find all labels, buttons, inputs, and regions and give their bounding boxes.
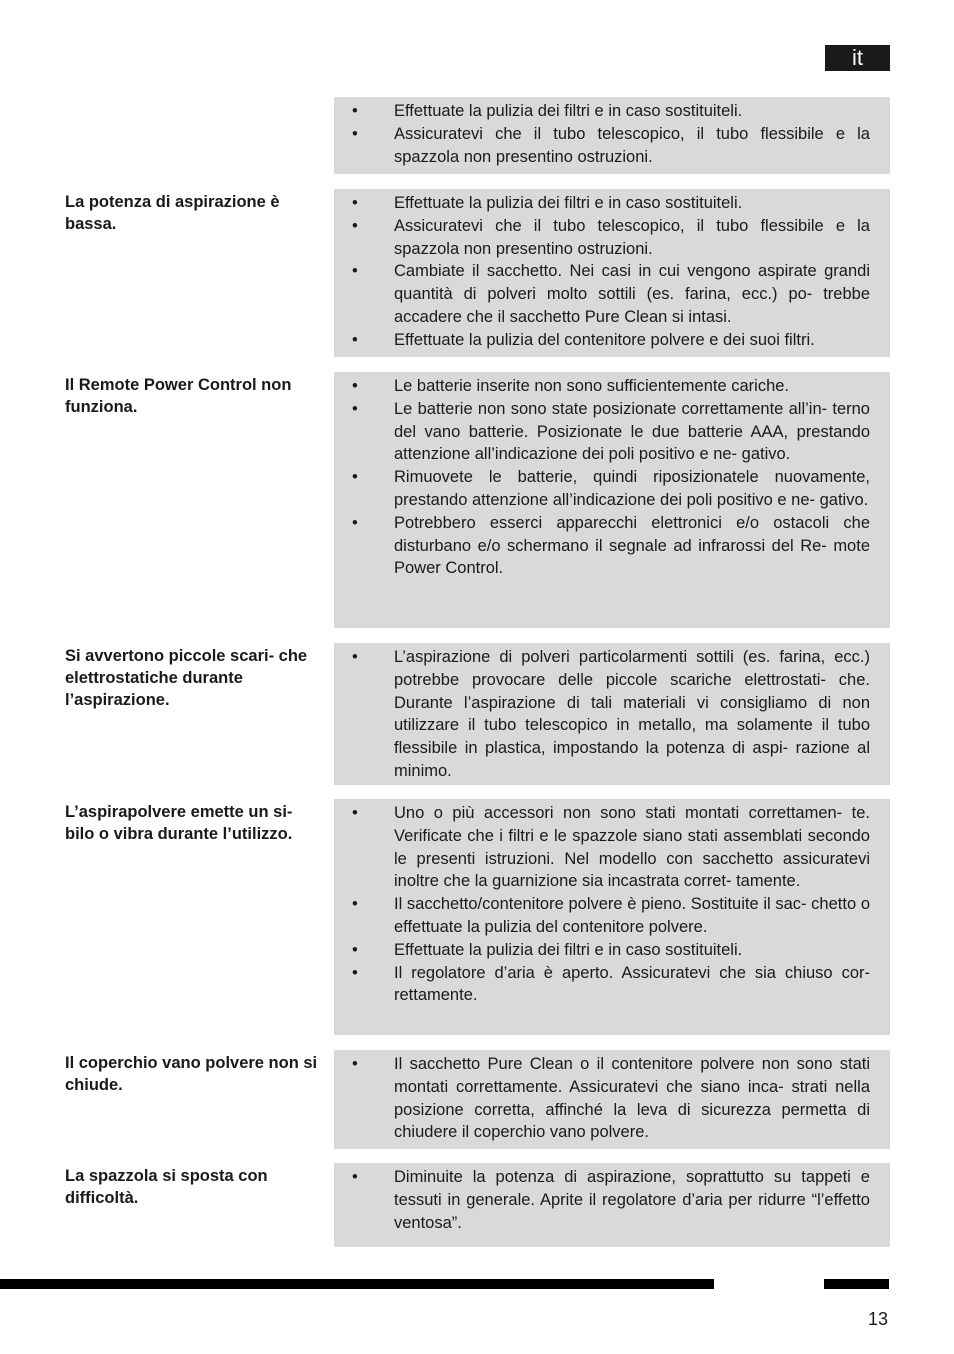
solution-item	[334, 939, 870, 962]
solution-item	[334, 962, 870, 1008]
solution-box	[334, 643, 890, 785]
solution-text: Effettuate la pulizia del contenitore polvere e dei suoi filtri.	[394, 330, 815, 349]
bullet-icon: •	[352, 648, 358, 666]
solution-item	[334, 466, 870, 512]
bullet-icon: •	[352, 1055, 358, 1073]
solution-text: Le batterie non sono state posizionate correttamente all’in- terno del vano batterie. Posizionate le due batterie AAA, prestando attenzione all’indicazione dei poli positivo e ne- gativo.	[394, 399, 870, 464]
solution-text: Uno o più accessori non sono stati montati correttamen- te. Verificate che i filtri e le spazzole siano stati assemblati secondo le presenti istruzioni. Nel modello con sacchetto assicuratevi inoltre che la guarnizione sia incastrata corret- tamente.	[394, 804, 870, 891]
bullet-icon: •	[352, 399, 358, 418]
solution-item	[334, 893, 870, 939]
solution-text: Effettuate la pulizia dei filtri e in caso sostituiteli.	[394, 194, 743, 212]
bullet-icon: •	[352, 377, 358, 395]
table-row	[0, 1050, 954, 1149]
solution-text: Potrebbero esserci apparecchi elettronici e/o ostacoli che disturbano e/o schermano il segnale ad infrarossi del Re- mote Power Control.	[394, 513, 870, 578]
bullet-icon: •	[352, 940, 358, 959]
solution-text: Il sacchetto/contenitore polvere è pieno. Sostituite il sac- chetto o effettuate la pulizia del contenitore polvere.	[394, 895, 870, 936]
solution-text: Il sacchetto Pure Clean o il contenitore polvere non sono stati montati correttamente. Assicuratevi che siano inca- strati nella posizione corretta, affinché la leva di sicurezza permetta di chiudere il coperchio vano polvere.	[394, 1055, 870, 1142]
solution-item	[334, 100, 870, 123]
solution-box	[334, 97, 890, 174]
bullet-icon: •	[352, 804, 358, 822]
bullet-icon: •	[352, 895, 358, 914]
solution-box	[334, 1163, 890, 1247]
footer-rule-left	[0, 1279, 714, 1289]
solution-text: Effettuate la pulizia dei filtri e in caso sostituiteli.	[394, 102, 743, 120]
table-row	[0, 1163, 954, 1247]
solution-item	[334, 1166, 870, 1234]
solution-list	[334, 192, 870, 352]
bullet-icon: •	[352, 1168, 358, 1186]
solution-text: Il regolatore d’aria è aperto. Assicuratevi che sia chiuso cor- rettamente.	[394, 963, 870, 1005]
solution-box	[334, 799, 890, 1035]
solution-list	[334, 646, 870, 783]
bullet-icon: •	[352, 513, 358, 532]
problem-label: La potenza di aspirazione è bassa.	[65, 193, 280, 233]
solution-item	[334, 192, 870, 215]
problem-label: La spazzola si sposta con difficoltà.	[65, 1167, 268, 1207]
solution-text: Assicuratevi che il tubo telescopico, il tubo flessibile e la spazzola non presentino ostruzioni.	[394, 124, 870, 166]
bullet-icon: •	[352, 216, 358, 235]
solution-box	[334, 1050, 890, 1149]
bullet-icon: •	[352, 102, 358, 120]
solution-item	[334, 375, 870, 398]
problem-label: Il Remote Power Control non funziona.	[65, 376, 292, 416]
solution-text: Effettuate la pulizia dei filtri e in caso sostituiteli.	[394, 940, 743, 959]
problem-label: Il coperchio vano polvere non si chiude.	[65, 1054, 318, 1094]
language-badge: it	[825, 45, 890, 71]
solution-box	[334, 189, 890, 357]
bullet-icon: •	[352, 124, 358, 143]
bullet-icon: •	[352, 194, 358, 212]
footer-rule-right	[824, 1279, 889, 1289]
solution-item	[334, 398, 870, 466]
solution-text: L’aspirazione di polveri particolarmenti sottili (es. farina, ecc.) potrebbe provocare delle piccole scariche elettrostati- che. Durante l’aspirazione di tali materiali vi consigliamo di non utilizzare il tubo telescopico in metallo, ma solamente il tubo flessibile in plastica, impostando la potenza di aspi- razione al minimo.	[394, 648, 870, 780]
solution-box	[334, 372, 890, 628]
solution-item	[334, 802, 870, 893]
problem-label: Si avvertono piccole scari- che elettrostatiche durante l’aspirazione.	[65, 647, 308, 709]
table-row	[0, 643, 954, 785]
solution-item	[334, 646, 870, 783]
table-row	[0, 97, 954, 174]
solution-list	[334, 1053, 870, 1144]
bullet-icon: •	[352, 330, 358, 349]
solution-item	[334, 123, 870, 169]
solution-item	[334, 1053, 870, 1144]
bullet-icon: •	[352, 963, 358, 982]
solution-item	[334, 260, 870, 328]
bullet-icon: •	[352, 468, 358, 487]
table-row	[0, 799, 954, 1035]
solution-text: Le batterie inserite non sono sufficientemente cariche.	[394, 377, 790, 395]
solution-list	[334, 802, 870, 1007]
solution-list	[334, 375, 870, 580]
solution-list	[334, 1166, 870, 1234]
table-row	[0, 372, 954, 628]
problem-label: L’aspirapolvere emette un si- bilo o vibra durante l’utilizzo.	[65, 803, 293, 843]
solution-item	[334, 215, 870, 261]
solution-item	[334, 512, 870, 580]
solution-text: Cambiate il sacchetto. Nei casi in cui vengono aspirate grandi quantità di polveri molto sottili (es. farina, ecc.) po- trebbe accadere che il sacchetto Pure Clean si intasi.	[394, 262, 870, 326]
solution-item	[334, 329, 870, 352]
solution-list	[334, 100, 870, 168]
page-number: 13	[867, 1309, 888, 1329]
table-row	[0, 189, 954, 357]
bullet-icon: •	[352, 262, 358, 281]
solution-text: Assicuratevi che il tubo telescopico, il tubo flessibile e la spazzola non presentino ostruzioni.	[394, 216, 870, 258]
solution-text: Rimuovete le batterie, quindi riposizionatele nuovamente, prestando attenzione all’indicazione dei poli positivo e ne- gativo.	[394, 468, 870, 509]
solution-text: Diminuite la potenza di aspirazione, soprattutto su tappeti e tessuti in generale. Aprite il regolatore d’aria per ridurre “l’effetto ventosa”.	[394, 1168, 870, 1232]
